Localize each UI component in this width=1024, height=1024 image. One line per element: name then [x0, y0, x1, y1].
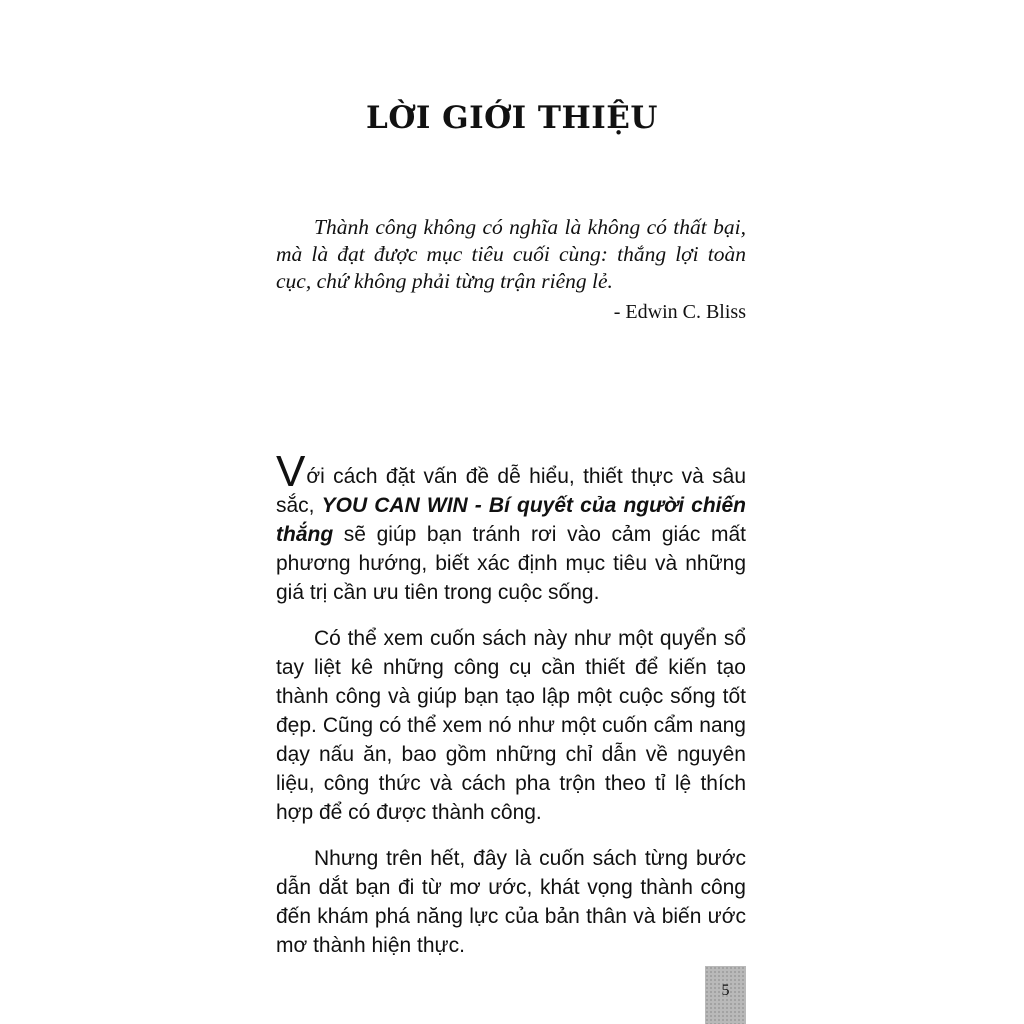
paragraph-3: Nhưng trên hết, đây là cuốn sách từng bước dẫn dắt bạn đi từ mơ ước, khát vọng thành công đến khám phá năng lực của bản thân và biến ước mơ thành hiện thực. [276, 847, 746, 957]
body-text [276, 447, 746, 977]
drop-cap: V [276, 447, 306, 496]
page-number: 5 [705, 966, 746, 1024]
book-title: YOU CAN WIN - Bí quyết của người chiến thắng [276, 494, 746, 546]
paragraph-1-rest: sẽ giúp bạn tránh rơi vào cảm giác mất phương hướng, biết xác định mục tiêu và những giá trị cần ưu tiên trong cuộc sống. [276, 523, 746, 604]
page-title: LỜI GIỚI THIỆU [366, 100, 658, 136]
epigraph-quote: Thành công không có nghĩa là không có thất bại, mà là đạt được mục tiêu cuối cùng: thắng lợi toàn cục, chứ không phải từng trận riêng lẻ. [276, 215, 746, 293]
epigraph-attribution: - Edwin C. Bliss [613, 301, 746, 323]
paragraph-1 [276, 447, 746, 607]
paragraph-2: Có thể xem cuốn sách này như một quyển sổ tay liệt kê những công cụ cần thiết để kiến tạo thành công và giúp bạn tạo lập một cuộc sống tốt đẹp. Cũng có thể xem nó như một cuốn cẩm nang dạy nấu ăn, bao gồm những chỉ dẫn về nguyên liệu, công thức và cách pha trộn theo tỉ lệ thích hợp để có được thành công. [276, 627, 746, 824]
paragraph-1-lead: ới cách đặt vấn đề dễ hiểu, thiết thực và sâu sắc, [276, 465, 746, 517]
